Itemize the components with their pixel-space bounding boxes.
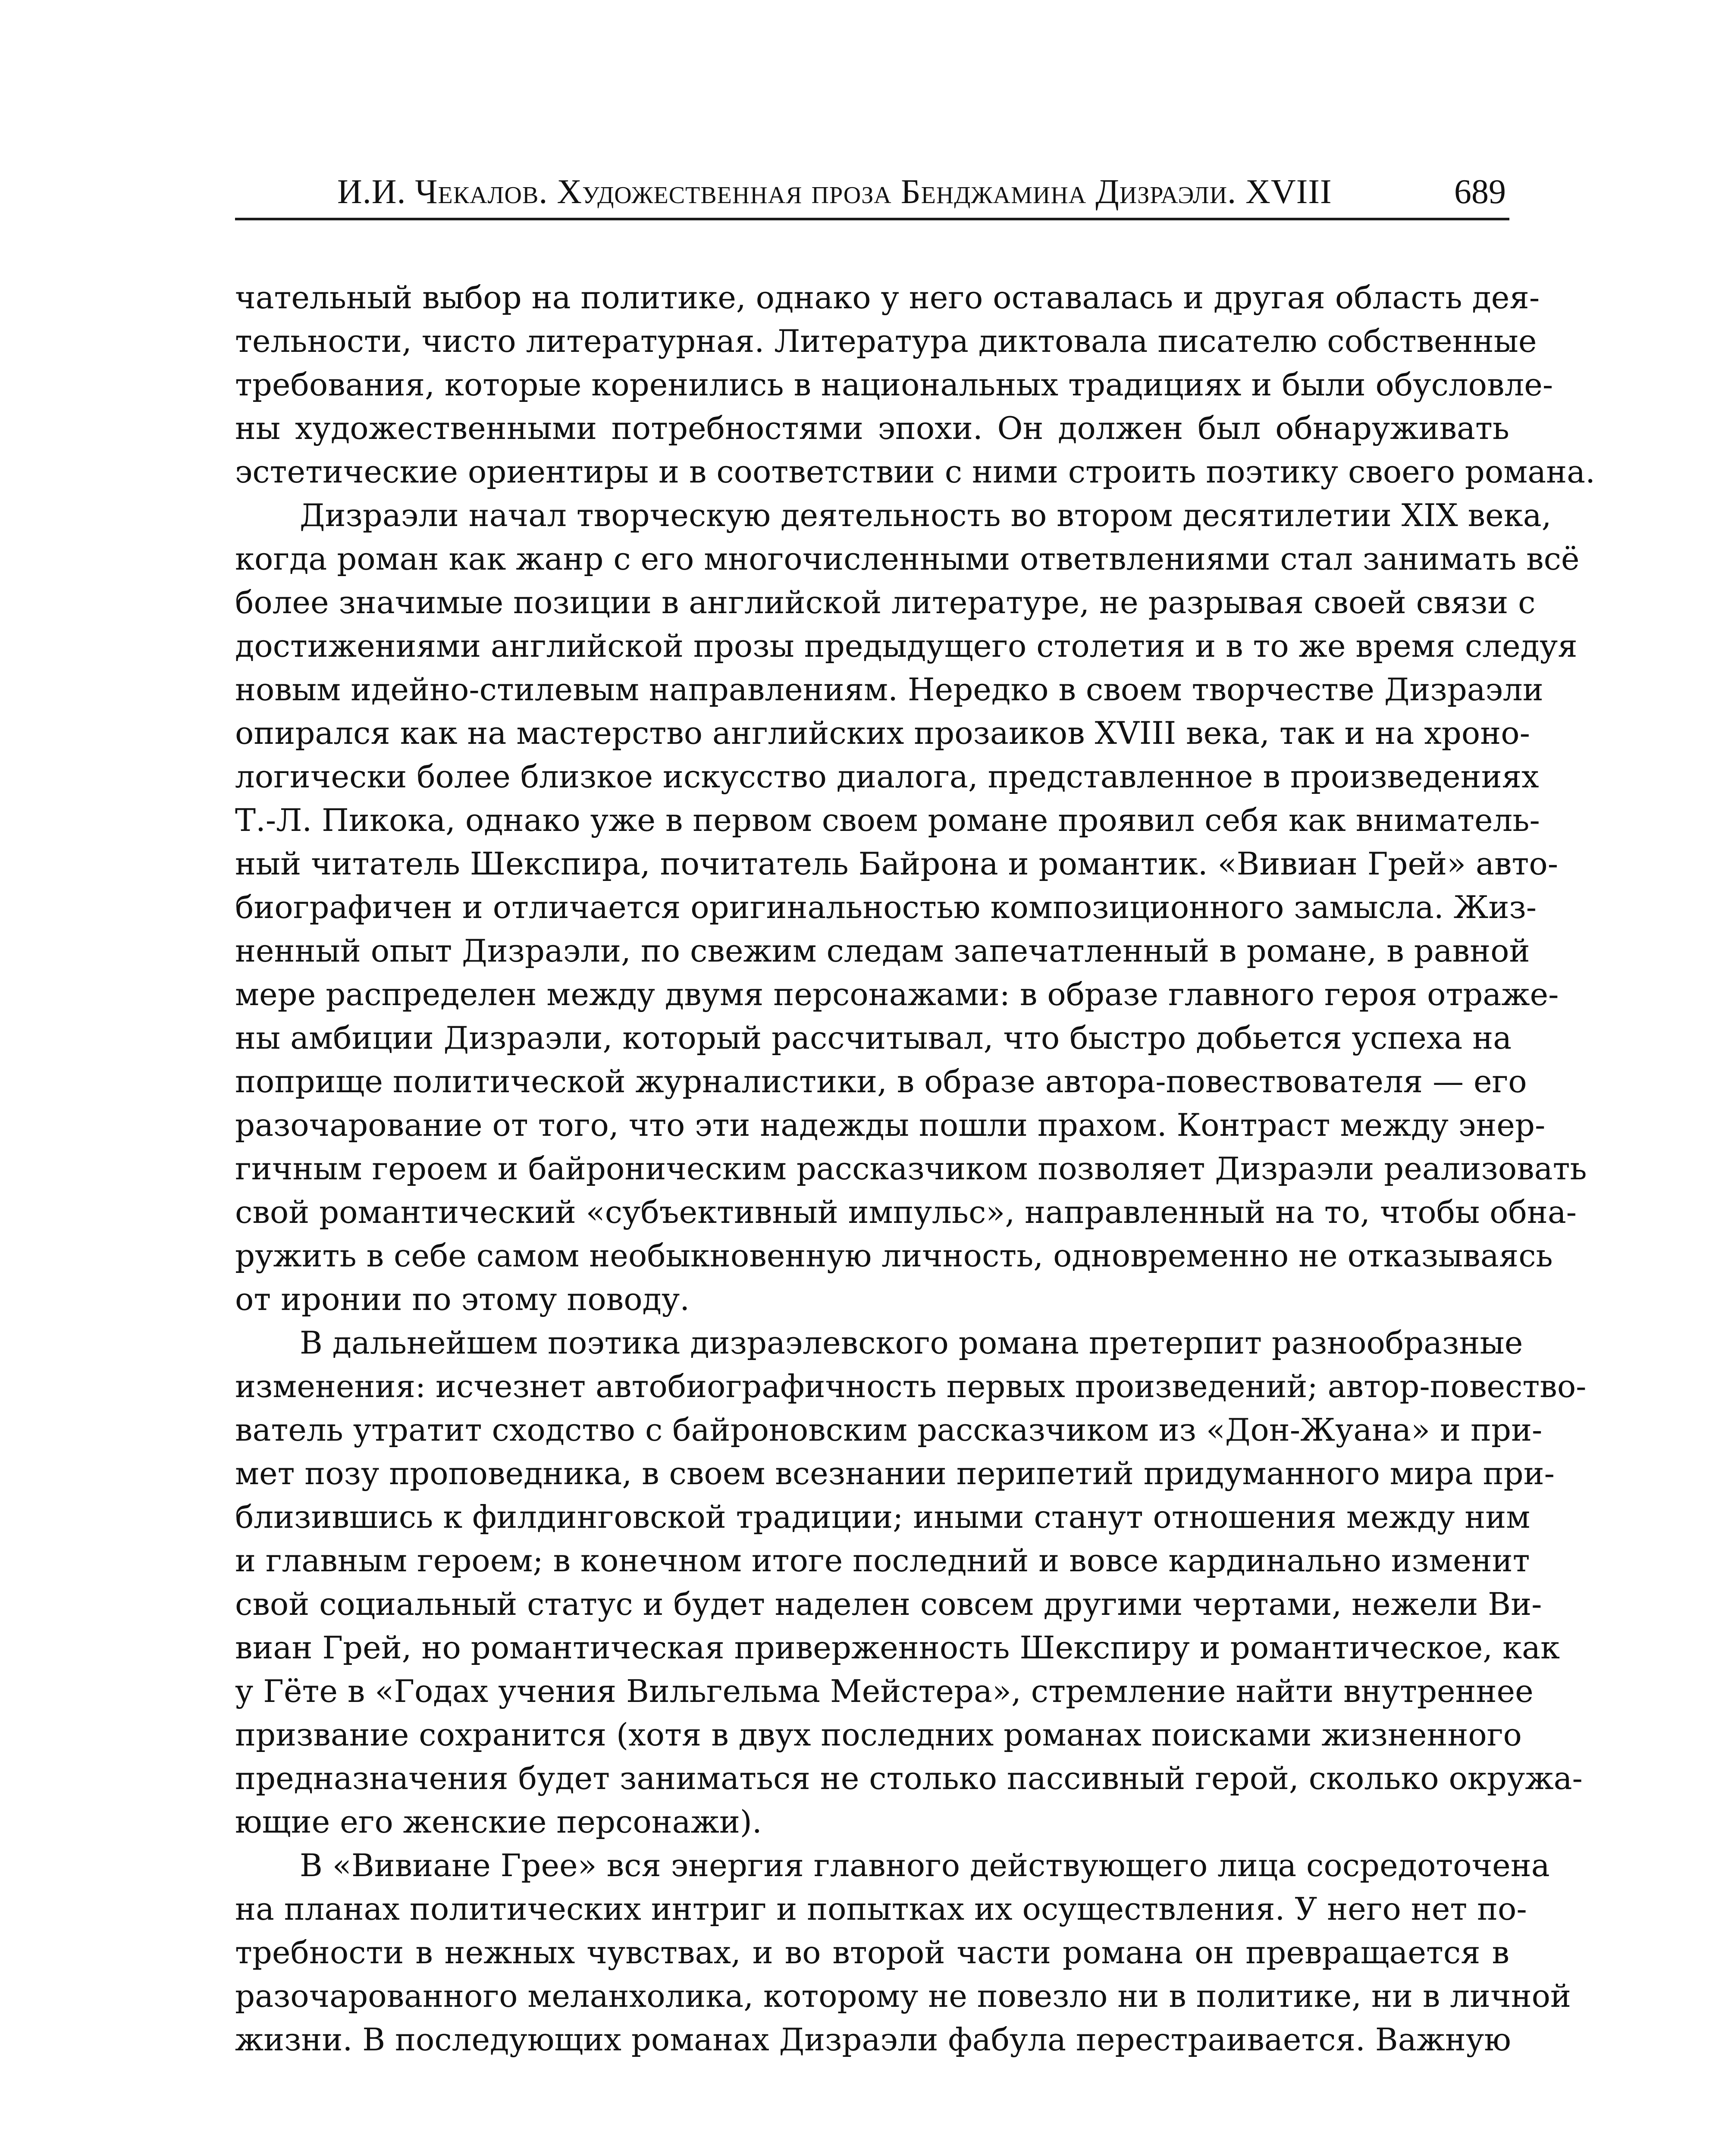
text-line: логически более близкое искусство диалога, представленное в произведениях bbox=[235, 758, 1539, 795]
text-line: ный читатель Шекспира, почитатель Байрона и романтик. «Вивиан Грей» авто- bbox=[235, 846, 1559, 882]
text-line: ненный опыт Дизраэли, по свежим следам запечатленный в романе, в равной bbox=[235, 933, 1530, 969]
text-line: когда роман как жанр с его многочисленными ответвлениями стал занимать всё bbox=[235, 541, 1580, 577]
text-line: достижениями английской прозы предыдущего столетия и в то же время следуя bbox=[235, 628, 1578, 664]
body-text bbox=[235, 276, 1595, 2062]
text-line: чательный выбор на политике, однако у него оставалась и другая область дея- bbox=[235, 279, 1540, 316]
text-line: разочарование от того, что эти надежды пошли прахом. Контраст между энер- bbox=[235, 1107, 1546, 1143]
text-line: более значимые позиции в английской литературе, не разрывая своей связи с bbox=[235, 584, 1536, 620]
text-line: поприще политической журналистики, в образе автора-повествователя — его bbox=[235, 1063, 1527, 1100]
text-line: В дальнейшем поэтика дизраэлевского романа претерпит разнообразные bbox=[300, 1325, 1523, 1361]
text-line: близившись к филдинговской традиции; иными станут отношения между ним bbox=[235, 1499, 1531, 1535]
text-line: тельности, чисто литературная. Литература диктовала писателю собственные bbox=[235, 323, 1537, 359]
text-line: требования, которые коренились в национальных традициях и были обусловле- bbox=[235, 367, 1553, 403]
text-line: ны амбиции Дизраэли, который рассчитывал, что быстро добьется успеха на bbox=[235, 1020, 1512, 1056]
text-line: биографичен и отличается оригинальностью композиционного замысла. Жиз- bbox=[235, 889, 1537, 925]
text-line: ющие его женские персонажи). bbox=[235, 1804, 762, 1840]
text-line: ны художественными потребностями эпохи. Он должен был обнаруживать bbox=[235, 410, 1509, 446]
text-line: ватель утратит сходство с байроновским рассказчиком из «Дон-Жуана» и при- bbox=[235, 1412, 1543, 1448]
text-line: у Гёте в «Годах учения Вильгельма Мейстера», стремление найти внутреннее bbox=[235, 1673, 1534, 1709]
text-line: и главным героем; в конечном итоге последний и вовсе кардинально изменит bbox=[235, 1542, 1530, 1579]
text-line: жизни. В последующих романах Дизраэли фабула перестраивается. Важную bbox=[235, 2021, 1511, 2058]
paragraph-3 bbox=[235, 1321, 1587, 1844]
text-line: мет позу проповедника, в своем всезнании перипетий придуманного мира при- bbox=[235, 1455, 1555, 1492]
text-line: новым идейно-стилевым направлениям. Нередко в своем творчестве Дизраэли bbox=[235, 671, 1543, 708]
text-line: требности в нежных чувствах, и во второй части романа он превращается в bbox=[235, 1934, 1509, 1971]
text-line: свой социальный статус и будет наделен совсем другими чертами, нежели Ви- bbox=[235, 1586, 1542, 1622]
text-line: В «Вивиане Грее» вся энергия главного действующего лица сосредоточена bbox=[300, 1847, 1550, 1883]
text-line: на планах политических интриг и попытках их осуществления. У него нет по- bbox=[235, 1891, 1527, 1927]
text-line: гичным героем и байроническим рассказчиком позволяет Дизраэли реализовать bbox=[235, 1150, 1587, 1187]
paragraph-1 bbox=[235, 276, 1595, 494]
text-line: Т.-Л. Пикока, однако уже в первом своем романе проявил себя как вниматель- bbox=[235, 802, 1540, 838]
paragraph-4 bbox=[235, 1844, 1571, 2062]
running-title: И.И. Чекалов. Художественная проза Бенджамина Дизраэли. XVIII bbox=[337, 173, 1332, 211]
text-line: разочарованного меланхолика, которому не повезло ни в политике, ни в личной bbox=[235, 1978, 1571, 2014]
text-line: изменения: исчезнет автобиографичность первых произведений; автор-повество- bbox=[235, 1368, 1587, 1404]
text-line: мере распределен между двумя персонажами: в образе главного героя отраже- bbox=[235, 976, 1559, 1012]
text-line: ружить в себе самом необыкновенную личность, одновременно не отказываясь bbox=[235, 1238, 1553, 1274]
page-number: 689 bbox=[1454, 173, 1506, 211]
text-line: предназначения будет заниматься не столько пассивный герой, сколько окружа- bbox=[235, 1760, 1583, 1796]
text-line: свой романтический «субъективный импульс», направленный на то, чтобы обна- bbox=[235, 1194, 1577, 1230]
paragraph-2 bbox=[235, 494, 1587, 1321]
text-line: опирался как на мастерство английских прозаиков XVIII века, так и на хроно- bbox=[235, 715, 1530, 751]
text-line: от иронии по этому поводу. bbox=[235, 1281, 690, 1317]
text-line: эстетические ориентиры и в соответствии с ними строить поэтику своего романа. bbox=[235, 454, 1595, 490]
text-line: призвание сохранится (хотя в двух последних романах поисками жизненного bbox=[235, 1717, 1522, 1753]
text-line: Дизраэли начал творческую деятельность во втором десятилетии XIX века, bbox=[300, 497, 1552, 533]
text-line: виан Грей, но романтическая приверженность Шекспиру и романтическое, как bbox=[235, 1630, 1560, 1666]
running-header bbox=[235, 170, 1509, 220]
